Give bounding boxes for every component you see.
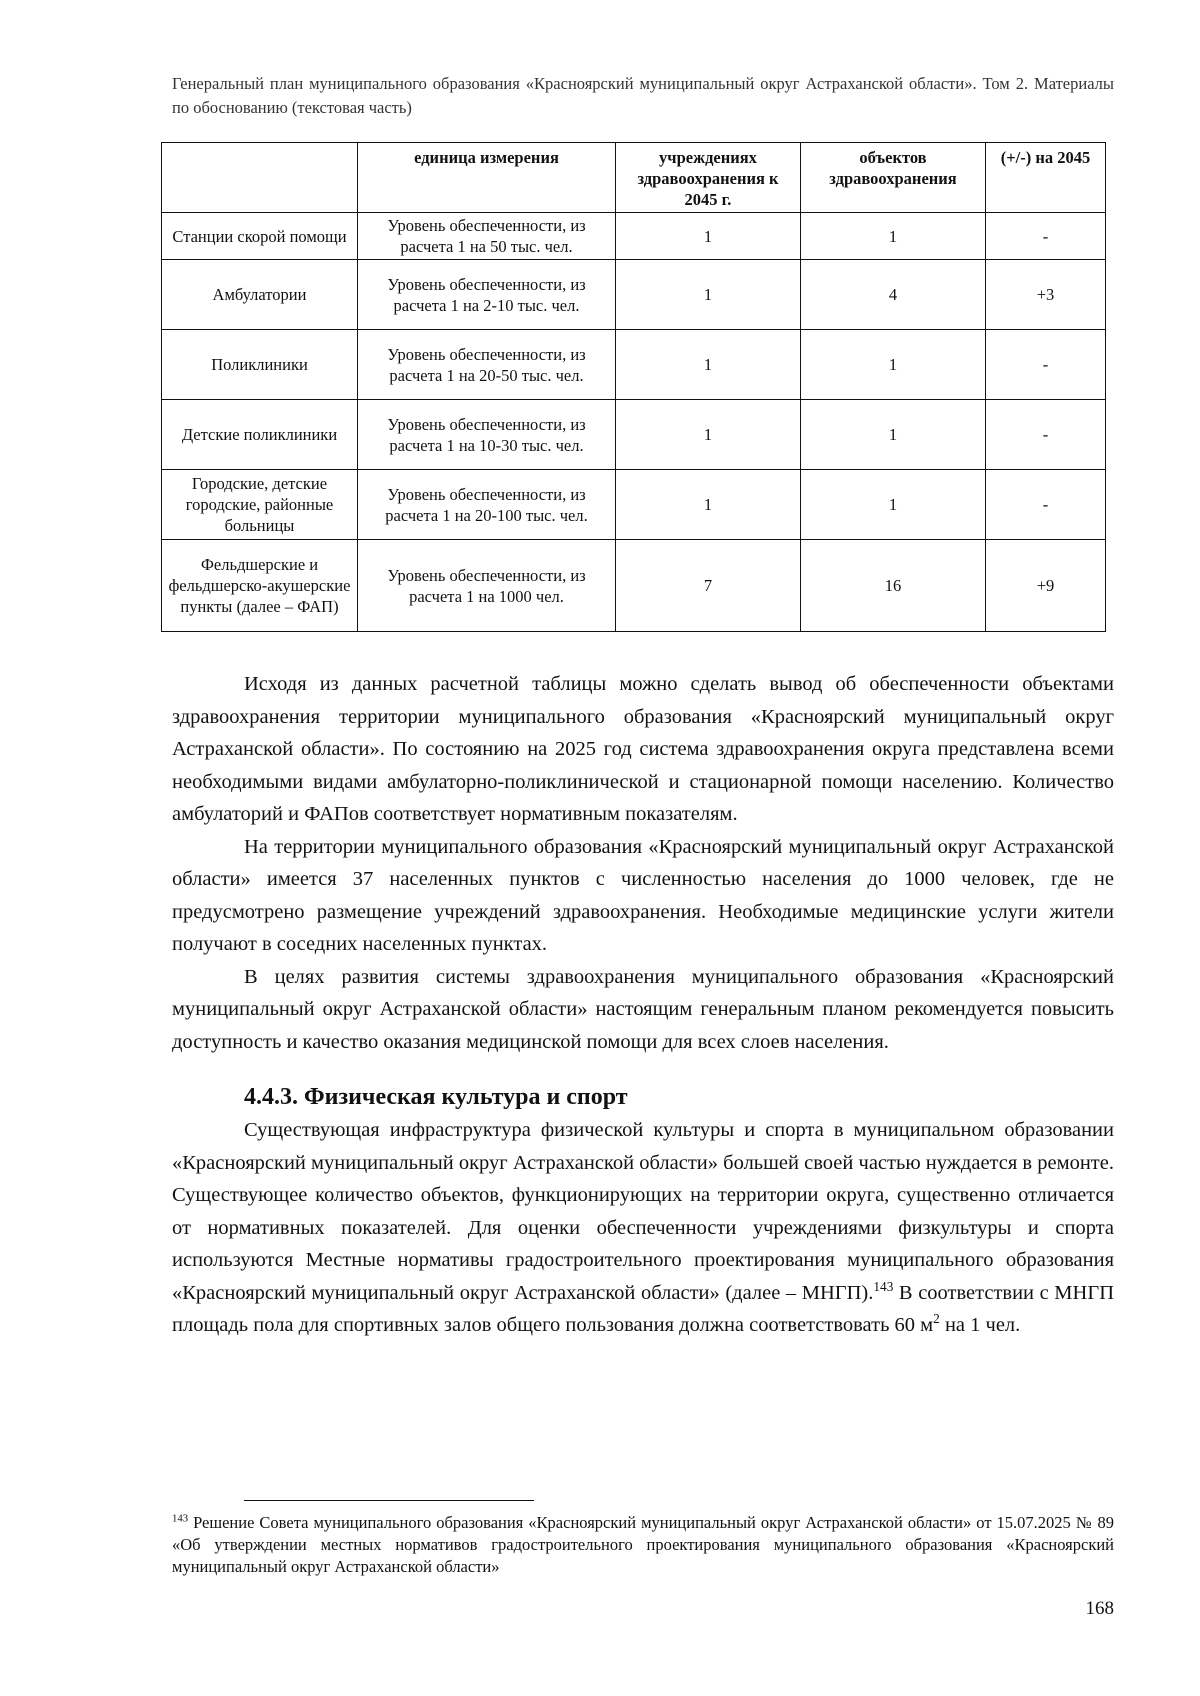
table-cell: Уровень обеспеченности, из расчета 1 на 20-50 тыс. чел.: [358, 330, 616, 400]
footnote-text: Решение Совета муниципального образования «Красноярский муниципальный округ Астраханской области» от 15.07.2025 № 89 «Об утверждении местных нормативов градостроительного проектирования муниципального образования «Красноярский муниципальный округ Астраханской области»: [172, 1513, 1114, 1576]
table-cell: 7: [616, 540, 801, 632]
table-row: [162, 330, 1106, 400]
table-cell: Уровень обеспеченности, из расчета 1 на 2-10 тыс. чел.: [358, 260, 616, 330]
paragraph: На территории муниципального образования «Красноярский муниципальный округ Астраханской области» имеется 37 населенных пунктов с численностью населения до 1000 человек, где не предусмотрено размещение учреждений здравоохранения. Необходимые медицинские услуги жители получают в соседних населенных пунктах.: [172, 835, 1114, 955]
table-cell: -: [986, 400, 1106, 470]
table-cell: Уровень обеспеченности, из расчета 1 на 10-30 тыс. чел.: [358, 400, 616, 470]
paragraph-text: В соответствии с МНГП площадь пола для спортивных залов общего пользования должна соответствовать 60 м: [172, 1281, 1114, 1336]
table-cell: Городские, детские городские, районные больницы: [162, 470, 358, 540]
table-cell: +9: [986, 540, 1106, 632]
footnote-reference: 143: [873, 1278, 894, 1294]
table-cell: -: [986, 470, 1106, 540]
table-row: [162, 470, 1106, 540]
paragraph-text: Существующая инфраструктура физической культуры и спорта в муниципальном образовании «Красноярский муниципальный округ Астраханской области» большей своей частью нуждается в ремонте. Существующее количество объектов, функционирующих на территории округа, существенно отличается от нормативных показателей. Для оценки обеспеченности учреждениями физкультуры и спорта используются Местные нормативы градостроительного проектирования муниципального образования «Красноярский муниципальный округ Астраханской области» (далее – МНГП).: [172, 1119, 1114, 1304]
table-cell: Поликлиники: [162, 330, 358, 400]
table-row: [162, 540, 1106, 632]
table-cell: 16: [801, 540, 986, 632]
column-header: учреждениях здравоохранения к 2045 г.: [616, 143, 801, 213]
footnote-number: 143: [172, 1512, 189, 1525]
superscript: 2: [933, 1311, 940, 1327]
paragraph-text: на 1 чел.: [939, 1314, 1021, 1336]
table-cell: 1: [616, 330, 801, 400]
table-cell: 1: [801, 330, 986, 400]
table-cell: Фельдшерские и фельдшерско-акушерские пункты (далее – ФАП): [162, 540, 358, 632]
table-row: [162, 400, 1106, 470]
table-cell: Детские поликлиники: [162, 400, 358, 470]
paragraph: В целях развития системы здравоохранения муниципального образования «Красноярский муниципальный округ Астраханской области» настоящим генеральным планом рекомендуется повысить доступность и качество оказания медицинской помощи для всех слоев населения.: [172, 965, 1114, 1053]
table-cell: Уровень обеспеченности, из расчета 1 на 50 тыс. чел.: [358, 213, 616, 260]
table-row: [162, 260, 1106, 330]
page-number: 168: [1085, 1598, 1114, 1619]
column-header: (+/-) на 2045: [986, 143, 1106, 213]
table-cell: 1: [801, 470, 986, 540]
column-header: объектов здравоохранения: [801, 143, 986, 213]
section-heading: 4.4.3. Физическая культура и спорт: [244, 1084, 628, 1110]
footnote-separator: [244, 1500, 534, 1501]
footnote: [172, 1512, 1114, 1578]
table-cell: Станции скорой помощи: [162, 213, 358, 260]
table-header-row: [162, 143, 1106, 213]
table-cell: 1: [616, 260, 801, 330]
table-cell: +3: [986, 260, 1106, 330]
table-cell: 4: [801, 260, 986, 330]
table-cell: Уровень обеспеченности, из расчета 1 на 1000 чел.: [358, 540, 616, 632]
paragraph: [172, 1114, 1114, 1342]
table-cell: 1: [801, 400, 986, 470]
body-text: [172, 668, 1114, 1342]
column-header: [162, 143, 358, 213]
running-header: Генеральный план муниципального образования «Красноярский муниципальный округ Астраханской области». Том 2. Материалы по обоснованию (текстовая часть): [172, 74, 1114, 117]
paragraph: Исходя из данных расчетной таблицы можно сделать вывод об обеспеченности объектами здравоохранения территории муниципального образования «Красноярский муниципальный округ Астраханской области». По состоянию на 2025 год система здравоохранения округа представлена всеми необходимыми видами амбулаторно-поликлинической и стационарной помощи населению. Количество амбулаторий и ФАПов соответствует нормативным показателям.: [172, 673, 1114, 825]
table-cell: 1: [616, 213, 801, 260]
table-cell: Уровень обеспеченности, из расчета 1 на 20-100 тыс. чел.: [358, 470, 616, 540]
healthcare-facilities-table: [161, 142, 1106, 632]
table-cell: 1: [616, 470, 801, 540]
table-row: [162, 213, 1106, 260]
column-header: единица измерения: [358, 143, 616, 213]
table-cell: -: [986, 330, 1106, 400]
table-cell: 1: [801, 213, 986, 260]
table-cell: Амбулатории: [162, 260, 358, 330]
table-cell: -: [986, 213, 1106, 260]
table-cell: 1: [616, 400, 801, 470]
